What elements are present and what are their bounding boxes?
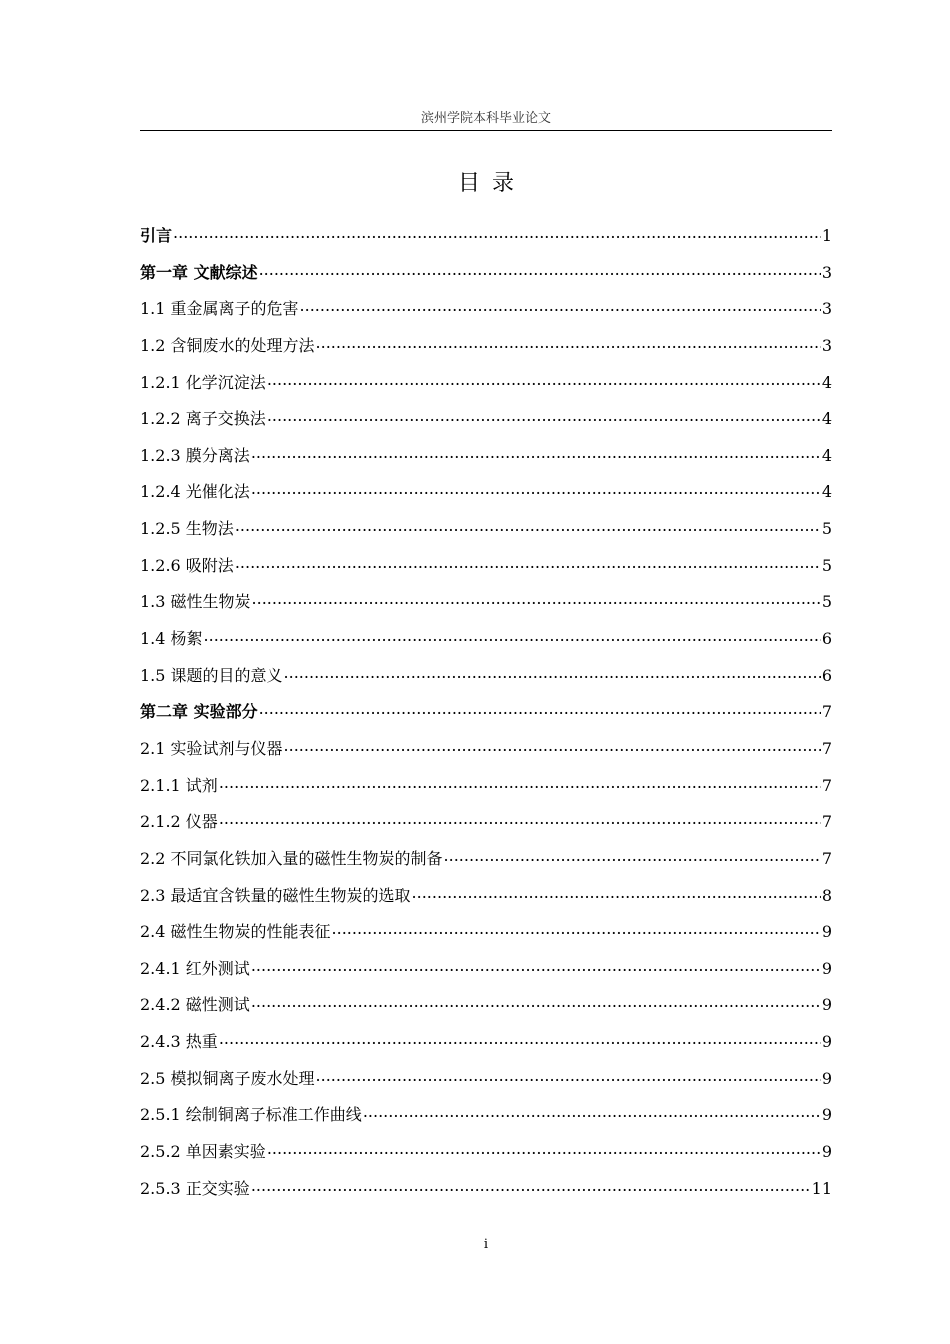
toc-dot-leader — [300, 298, 821, 314]
toc-dot-leader — [235, 555, 821, 571]
toc-entry-label: 2.1.1 试剂 — [140, 775, 218, 795]
toc-entry[interactable] — [140, 584, 832, 621]
toc-title: 目录 — [457, 171, 526, 196]
toc-entry-label: 2.3 最适宜含铁量的磁性生物炭的选取 — [140, 885, 411, 905]
toc-entry-label: 1.2.6 吸附法 — [140, 555, 234, 575]
toc-entry-label: 2.5.1 绘制铜离子标准工作曲线 — [140, 1105, 362, 1125]
toc-entry-label: 2.5.2 单因素实验 — [140, 1142, 266, 1162]
toc-entry-label: 1.2 含铜废水的处理方法 — [140, 335, 315, 355]
toc-dot-leader — [204, 628, 821, 644]
toc-entry-label: 引言 — [140, 226, 173, 245]
toc-dot-leader — [259, 262, 821, 278]
toc-entry-page: 8 — [821, 885, 832, 905]
toc-entry-page: 11 — [811, 1178, 832, 1198]
toc-dot-leader — [259, 701, 821, 717]
toc-entry-page: 4 — [821, 372, 832, 392]
toc-entry-label: 2.4.3 热重 — [140, 1032, 218, 1052]
toc-entry-page: 7 — [821, 702, 832, 722]
toc-entry[interactable] — [140, 438, 832, 475]
toc-dot-leader — [267, 372, 821, 388]
toc-entry[interactable] — [140, 1024, 832, 1061]
toc-dot-leader — [251, 481, 821, 497]
toc-entry-page: 7 — [821, 775, 832, 795]
toc-dot-leader — [267, 408, 821, 424]
toc-entry-page: 4 — [821, 445, 832, 465]
toc-entry-label: 第一章 文献综述 — [140, 262, 258, 282]
toc-entry-label: 2.5 模拟铜离子废水处理 — [140, 1068, 315, 1088]
toc-entry-page: 9 — [821, 958, 832, 978]
toc-dot-leader — [267, 1141, 821, 1157]
toc-entry[interactable] — [140, 768, 832, 805]
toc-entry-label: 2.5.3 正交实验 — [140, 1178, 250, 1198]
toc-dot-leader — [284, 665, 821, 681]
page-number: i — [483, 1237, 489, 1252]
toc-entry[interactable] — [140, 951, 832, 988]
toc-dot-leader — [251, 994, 821, 1010]
toc-entry-label: 1.1 重金属离子的危害 — [140, 299, 299, 319]
toc-entry-label: 2.4.2 磁性测试 — [140, 995, 250, 1015]
toc-entry[interactable] — [140, 987, 832, 1024]
toc-entry[interactable] — [140, 1061, 832, 1098]
toc-entry-label: 1.5 课题的目的意义 — [140, 665, 283, 685]
toc-entry-page: 5 — [821, 592, 832, 612]
toc-dot-leader — [284, 738, 821, 754]
toc-entry[interactable] — [140, 621, 832, 658]
toc-dot-leader — [363, 1104, 821, 1120]
toc-entry-page: 6 — [821, 665, 832, 685]
toc-dot-leader — [251, 445, 821, 461]
toc-entry[interactable] — [140, 914, 832, 951]
toc-dot-leader — [332, 921, 821, 937]
toc-entry-page: 9 — [821, 1142, 832, 1162]
toc-entry-label: 2.2 不同氯化铁加入量的磁性生物炭的制备 — [140, 848, 443, 868]
toc-dot-leader — [219, 1031, 821, 1047]
toc-dot-leader — [219, 811, 821, 827]
toc-entry-page: 7 — [821, 848, 832, 868]
toc-entry-page: 6 — [821, 629, 832, 649]
toc-entry-page: 9 — [821, 1068, 832, 1088]
toc-entry-label: 1.2.3 膜分离法 — [140, 445, 250, 465]
toc-entry[interactable] — [140, 878, 832, 915]
toc-entry-page: 9 — [821, 922, 832, 942]
toc-entry[interactable] — [140, 474, 832, 511]
toc-entry-label: 1.2.1 化学沉淀法 — [140, 372, 266, 392]
toc-entry[interactable] — [140, 218, 832, 255]
toc-entry[interactable] — [140, 1171, 832, 1208]
toc-entry-page: 4 — [821, 482, 832, 502]
toc-entry-page: 9 — [821, 1032, 832, 1052]
toc-entry-page: 1 — [821, 226, 832, 245]
toc-entry[interactable] — [140, 548, 832, 585]
toc-entry-page: 9 — [821, 1105, 832, 1125]
toc-entry-page: 4 — [821, 409, 832, 429]
toc-entry[interactable] — [140, 401, 832, 438]
toc-dot-leader — [235, 518, 821, 534]
toc-entry-label: 2.4 磁性生物炭的性能表征 — [140, 922, 331, 942]
header-divider — [140, 130, 832, 131]
toc-entry-label: 第二章 实验部分 — [140, 702, 258, 722]
toc-entry-label: 2.1 实验试剂与仪器 — [140, 738, 283, 758]
toc-entry[interactable] — [140, 804, 832, 841]
toc-entry[interactable] — [140, 694, 832, 731]
toc-entry-label: 2.1.2 仪器 — [140, 812, 218, 832]
toc-dot-leader — [252, 591, 821, 607]
toc-entry[interactable] — [140, 255, 832, 292]
toc-entry-label: 2.4.1 红外测试 — [140, 958, 250, 978]
toc-entry-page: 7 — [821, 812, 832, 832]
toc-entry[interactable] — [140, 658, 832, 695]
toc-entry[interactable] — [140, 511, 832, 548]
toc-entry-page: 9 — [821, 995, 832, 1015]
toc-list — [140, 218, 832, 1207]
toc-dot-leader — [173, 225, 821, 241]
toc-entry-label: 1.4 杨絮 — [140, 629, 203, 649]
toc-dot-leader — [219, 775, 821, 791]
toc-entry[interactable] — [140, 731, 832, 768]
toc-entry-label: 1.3 磁性生物炭 — [140, 592, 251, 612]
toc-entry-page: 7 — [821, 738, 832, 758]
toc-entry-label: 1.2.5 生物法 — [140, 519, 234, 539]
toc-entry-page: 3 — [821, 335, 832, 355]
toc-dot-leader — [251, 1178, 811, 1194]
toc-entry-label: 1.2.2 离子交换法 — [140, 409, 266, 429]
toc-entry[interactable] — [140, 841, 832, 878]
toc-dot-leader — [444, 848, 821, 864]
toc-entry-page: 3 — [821, 262, 832, 282]
toc-entry[interactable] — [140, 328, 832, 365]
toc-dot-leader — [316, 1068, 821, 1084]
toc-dot-leader — [251, 958, 821, 974]
toc-dot-leader — [412, 885, 821, 901]
toc-entry-page: 5 — [821, 555, 832, 575]
toc-entry[interactable] — [140, 1134, 832, 1171]
toc-entry-page: 3 — [821, 299, 832, 319]
toc-entry-label: 1.2.4 光催化法 — [140, 482, 250, 502]
toc-entry[interactable] — [140, 365, 832, 402]
toc-entry-page: 5 — [821, 519, 832, 539]
toc-entry[interactable] — [140, 291, 832, 328]
running-header: 滨州学院本科毕业论文 — [420, 111, 551, 126]
toc-entry[interactable] — [140, 1097, 832, 1134]
toc-dot-leader — [316, 335, 821, 351]
